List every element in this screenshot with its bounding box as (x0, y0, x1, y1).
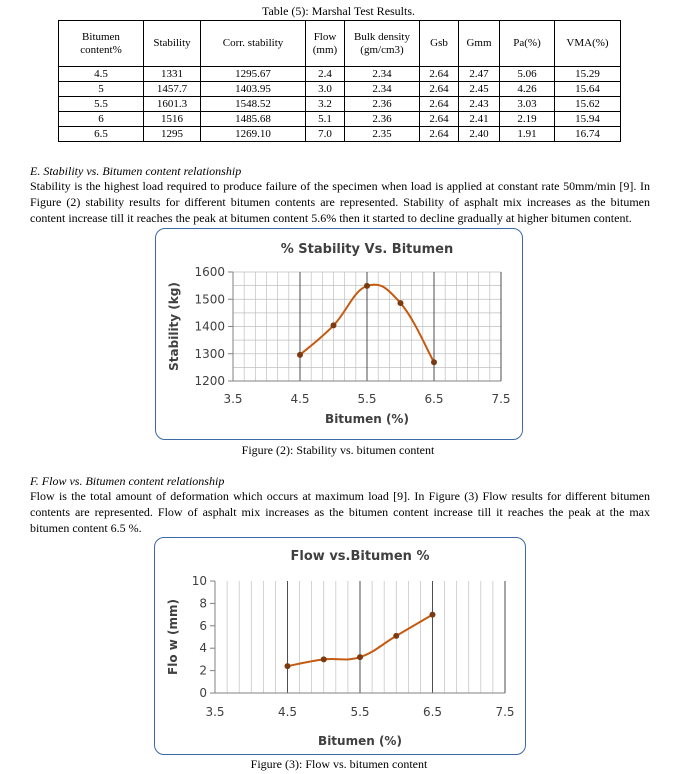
chart-title: Flow vs.Bitumen % (290, 549, 430, 564)
figure-2-caption: Figure (2): Stability vs. bitumen content (241, 443, 435, 457)
table-cell: 4.5 (59, 67, 144, 82)
section-f-heading: F. Flow vs. Bitumen content relationship (30, 474, 225, 488)
section-e-heading: E. Stability vs. Bitumen content relationship (30, 164, 242, 178)
y-tick-label: 1400 (194, 319, 225, 334)
x-axis-label: Bitumen (%) (318, 734, 402, 748)
table-cell: 2.41 (459, 112, 500, 127)
col-header: Flow (mm) (306, 21, 345, 67)
data-point (364, 283, 370, 289)
table-cell: 2.43 (459, 97, 500, 112)
y-axis-label: Stability (kg) (167, 282, 181, 371)
data-point (321, 656, 327, 662)
table-cell: 1295 (144, 127, 201, 142)
x-tick-label: 7.5 (491, 392, 511, 406)
table-cell: 1295.67 (201, 67, 306, 82)
col-header: Bulk density (gm/cm3) (345, 21, 420, 67)
table-cell: 2.34 (345, 82, 420, 97)
x-tick-label: 6.5 (422, 705, 443, 719)
table-cell: 4.26 (500, 82, 555, 97)
table-cell: 1485.68 (201, 112, 306, 127)
y-tick-label: 2 (199, 663, 207, 678)
table-cell: 15.64 (555, 82, 621, 97)
table-cell: 5.5 (59, 97, 144, 112)
table-cell: 2.64 (420, 67, 459, 82)
y-tick-label: 1200 (194, 374, 225, 388)
col-header: Gsb (420, 21, 459, 67)
flow-chart (155, 538, 525, 754)
col-header: VMA(%) (555, 21, 621, 67)
figure-3-caption: Figure (3): Flow vs. bitumen content (250, 757, 428, 771)
y-tick-label: 10 (191, 574, 207, 588)
table-cell: 2.36 (345, 112, 420, 127)
y-tick-label: 1300 (194, 346, 225, 361)
table-cell: 2.64 (420, 127, 459, 142)
col-header: Bitumen content% (59, 21, 144, 67)
table-cell: 3.0 (306, 82, 345, 97)
table-row (59, 127, 621, 142)
table-cell: 5 (59, 82, 144, 97)
table-cell: 2.19 (500, 112, 555, 127)
table-cell: 1457.7 (144, 82, 201, 97)
y-tick-label: 1600 (194, 265, 225, 279)
y-axis-label: Flo w (mm) (166, 599, 180, 675)
table-cell: 2.34 (345, 67, 420, 82)
chart-title: % Stability Vs. Bitumen (280, 242, 454, 257)
table-cell: 5.1 (306, 112, 345, 127)
table-cell: 1331 (144, 67, 201, 82)
table-cell: 1269.10 (201, 127, 306, 142)
data-point (285, 663, 291, 669)
col-header: Stability (144, 21, 201, 67)
table-cell: 6.5 (59, 127, 144, 142)
x-tick-label: 5.5 (357, 392, 377, 406)
table-row (59, 97, 621, 112)
x-tick-label: 6.5 (424, 392, 444, 406)
stability-chart-frame (155, 228, 523, 440)
data-point (297, 352, 303, 358)
x-tick-label: 5.5 (350, 705, 370, 719)
table-row (59, 82, 621, 97)
table-cell: 2.64 (420, 82, 459, 97)
flow-chart-frame (154, 537, 526, 755)
x-tick-label: 3.5 (223, 392, 243, 406)
table-cell: 1516 (144, 112, 201, 127)
col-header: Corr. stability (201, 21, 306, 67)
table-cell: 2.47 (459, 67, 500, 82)
table-cell: 5.06 (500, 67, 555, 82)
table-cell: 3.2 (306, 97, 345, 112)
y-tick-label: 1500 (194, 292, 225, 307)
table-cell: 3.03 (500, 97, 555, 112)
table-cell: 1601.3 (144, 97, 201, 112)
data-point (398, 300, 404, 306)
data-point (393, 633, 399, 639)
table-cell: 2.45 (459, 82, 500, 97)
table-cell: 1403.95 (201, 82, 306, 97)
data-point (431, 359, 437, 365)
x-tick-label: 4.5 (277, 705, 298, 719)
table-row (59, 67, 621, 82)
x-tick-label: 3.5 (205, 705, 225, 719)
data-point (331, 322, 337, 328)
x-axis-label: Bitumen (%) (325, 412, 409, 426)
table-cell: 2.64 (420, 112, 459, 127)
table-cell: 2.35 (345, 127, 420, 142)
col-header: Gmm (459, 21, 500, 67)
data-point (430, 612, 436, 618)
table-caption: Table (5): Marshal Test Results. (261, 4, 416, 18)
table-cell: 15.62 (555, 97, 621, 112)
x-tick-label: 4.5 (290, 392, 310, 406)
table-cell: 2.4 (306, 67, 345, 82)
table-header-row (59, 21, 621, 67)
table-cell: 2.40 (459, 127, 500, 142)
stability-chart (156, 229, 522, 439)
table-cell: 7.0 (306, 127, 345, 142)
table-cell: 15.29 (555, 67, 621, 82)
table-cell: 2.36 (345, 97, 420, 112)
marshal-results-table (58, 20, 621, 142)
table-cell: 1.91 (500, 127, 555, 142)
x-tick-label: 7.5 (495, 705, 515, 719)
y-tick-label: 6 (199, 618, 207, 633)
section-f-paragraph: Flow is the total amount of deformation which occurs at maximum load [9]. In Figure (3) Flow results for different bitumen contents are represented. Flow of asphalt mix increases as the bitumen content increase till it reaches the peak at the max bitumen content 6.5 %. (30, 489, 650, 535)
y-tick-label: 4 (199, 641, 207, 656)
table-cell: 2.64 (420, 97, 459, 112)
section-e-paragraph: Stability is the highest load required to produce failure of the specimen when load is applied at constant rate 50mm/min [9]. In Figure (2) stability results for different bitumen contents are represented. Stability of asphalt mix increases as the bitumen content increase till it reaches the peak at bitumen content 5.6% then it started to decline gradually at higher bitumen content. (30, 179, 650, 225)
data-point (357, 654, 363, 660)
table-cell: 15.94 (555, 112, 621, 127)
table-cell: 1548.52 (201, 97, 306, 112)
y-tick-label: 8 (199, 596, 207, 611)
table-cell: 6 (59, 112, 144, 127)
y-tick-label: 0 (199, 686, 207, 700)
col-header: Pa(%) (500, 21, 555, 67)
table-row (59, 112, 621, 127)
table-cell: 16.74 (555, 127, 621, 142)
